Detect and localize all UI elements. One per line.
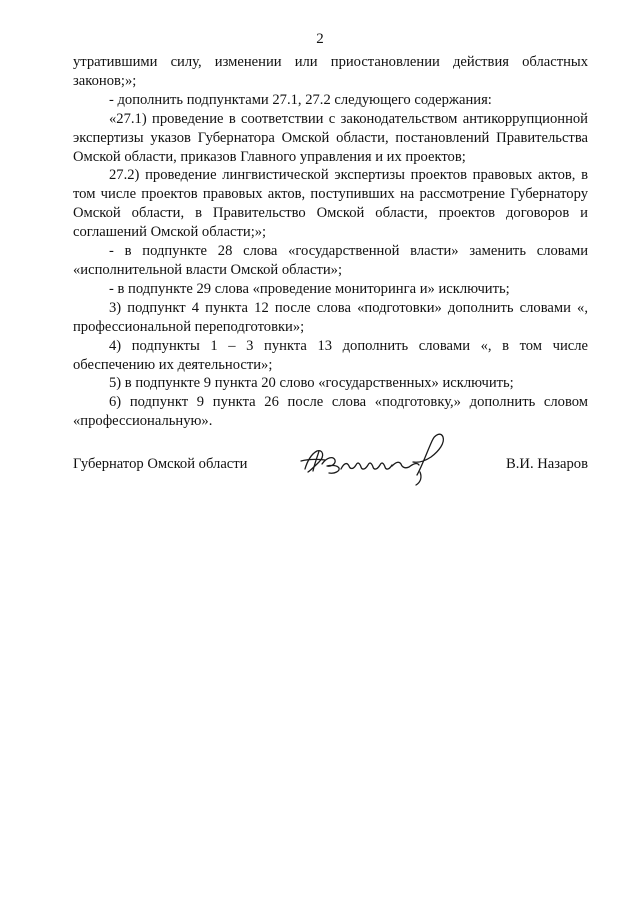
paragraph-add-subitems: - дополнить подпунктами 27.1, 27.2 следующего содержания: xyxy=(109,91,492,108)
paragraph-item-5: 5) в подпункте 9 пункта 20 слово «государственных» исключить; xyxy=(109,375,514,392)
paragraph-subitem-27-2: 27.2) проведение лингвистической экспертизы проектов правовых актов, в том числе проектов правовых актов, поступивших на рассмотрение Губернатору Омской области, в Правительство Омской области, проектов договоров и соглашений Омской области;»; xyxy=(73,167,588,241)
handwritten-signature xyxy=(295,429,470,491)
document-body xyxy=(73,53,588,431)
paragraph-item-4: 4) подпункты 1 – 3 пункта 13 дополнить словами «, в том числе обеспечению их деятельности»; xyxy=(73,337,588,373)
paragraph-item-3: 3) подпункт 4 пункта 12 после слова «подготовки» дополнить словами «, профессиональной переподготовки»; xyxy=(73,299,588,335)
page-number: 2 xyxy=(316,31,324,47)
paragraph-continuation: утратившими силу, изменении или приостановлении действия областных законов;»; xyxy=(73,54,588,89)
paragraph-item-6: 6) подпункт 9 пункта 26 после слова «подготовку,» дополнить словом «профессиональную». xyxy=(73,394,588,430)
paragraph-subitem-28: - в подпункте 28 слова «государственной власти» заменить словами «исполнительной власти Омской области»; xyxy=(73,243,588,278)
signature-block xyxy=(73,456,588,478)
paragraph-subitem-27-1: «27.1) проведение в соответствии с законодательством антикоррупционной экспертизы указов Губернатора Омской области, постановлений Правительства Омской области, приказов Главного управления и их проектов; xyxy=(73,110,588,165)
signer-title: Губернатор Омской области xyxy=(73,456,248,472)
paragraph-subitem-29: - в подпункте 29 слова «проведение мониторинга и» исключить; xyxy=(109,280,510,297)
signer-name: В.И. Назаров xyxy=(506,456,588,472)
